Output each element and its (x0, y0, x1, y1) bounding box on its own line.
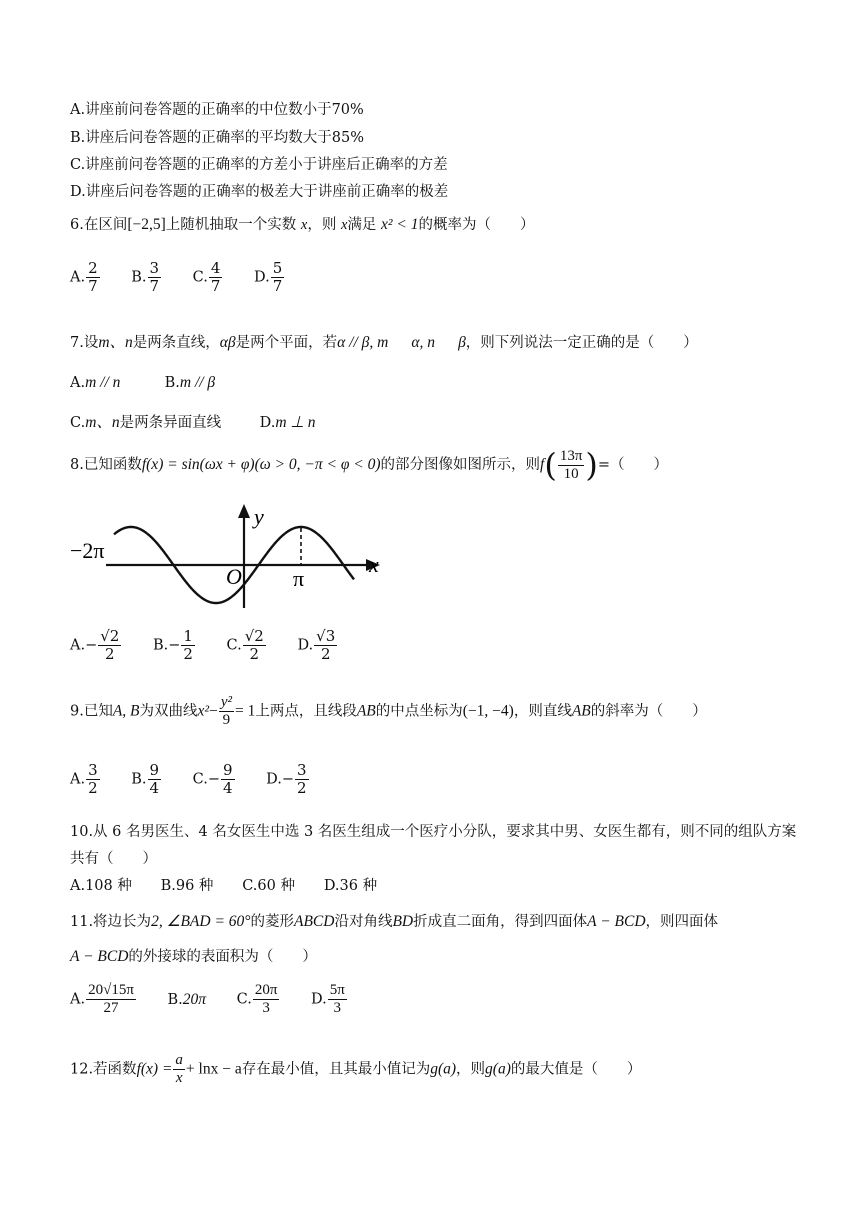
q8-options (70, 628, 364, 663)
q6-options (70, 260, 311, 295)
q11-option-a: A. $\frac{20√15\pi}{27}$ (70, 982, 134, 1016)
q6-condition: x² < 1 (381, 216, 419, 233)
q8-option-a: A.− $\frac{√2}{2}$ (70, 627, 120, 663)
q8-stem: 8.已知函数f(x) = sin(ωx + φ)(ω > 0, −π < φ < 0)的部分图像如图所示，则f( $\frac{13\pi}{10}$ )=（ ） (70, 446, 669, 484)
q5-option-d: D.讲座后问卷答题的正确率的极差大于讲座前正确率的极差 (70, 184, 449, 200)
q10-options (70, 874, 377, 895)
q10-option-d: D.36 种 (323, 878, 378, 894)
q11-option-d: D. $\frac{5\pi}{3}$ (311, 982, 345, 1016)
q6-option-a: A. $\frac{2}{7}$ (70, 259, 98, 295)
q10-option-b: B.96 种 (160, 878, 214, 894)
q7-options-ab (70, 374, 215, 392)
q7-stem: 7.设m、n是两条直线，αβ是两个平面，若α // β, m α, n β，则下列说法一定正确的是（ ） (70, 334, 698, 351)
q9-option-b: B. $\frac{9}{4}$ (131, 761, 160, 797)
q8-function: f(x) = sin(ωx + φ)(ω > 0, −π < φ < 0) (141, 456, 381, 473)
q7-option-d: D.m ⊥ n (259, 414, 316, 431)
q6-option-b: B. $\frac{3}{7}$ (131, 259, 160, 295)
q11-stem-line2: A − BCD的外接球的表面积为（ ） (70, 948, 317, 965)
neg-2pi-label: −2π (70, 538, 105, 563)
q10-option-a: A.108 种 (70, 878, 132, 894)
x-axis-label: x (369, 552, 379, 577)
q10-stem-line1: 10.从 6 名男医生、4 名女医生中选 3 名医生组成一个医疗小分队，要求其中男、女医生都有，则不同的组队方案 (70, 824, 797, 840)
q7-option-c: C.m、n是两条异面直线 (70, 414, 222, 431)
q6-stem: 6.在区间[−2,5]上随机抽取一个实数 x，则 x满足 x² < 1的概率为（ ） (70, 216, 535, 233)
q5-option-b: B.讲座后问卷答题的正确率的平均数大于85% (70, 130, 364, 146)
q7-option-a: A.m // n (70, 374, 121, 391)
q9-options (70, 762, 336, 797)
q9-stem: 9.已知A, B为双曲线x²− $\frac{\text{y²}}{9}$ = 1上两点，且线段AB的中点坐标为(−1, −4)，则直线AB的斜率为（ ） (70, 694, 707, 728)
origin-label: O (226, 564, 242, 589)
q8-option-b: B.− $\frac{1}{2}$ (152, 627, 193, 663)
q8-sine-graph (66, 500, 396, 610)
q11-stem-line1: 11.将边长为2, ∠BAD = 60°的菱形ABCD沿对角线BD折成直二面角，得到四面体A − BCD，则四面体 (70, 913, 719, 930)
q11-option-b: B.20π (167, 990, 207, 1008)
q9-option-a: A. $\frac{3}{2}$ (70, 761, 98, 797)
q5-option-a: A.讲座前问卷答题的正确率的中位数小于70% (70, 102, 364, 118)
y-axis-label: y (254, 504, 264, 529)
q11-options (70, 982, 348, 1017)
q8-option-c: C. $\frac{√2}{2}$ (226, 627, 264, 663)
q9-option-c: C.− $\frac{9}{4}$ (192, 761, 233, 797)
pi-label: π (293, 566, 305, 591)
q12-stem: 12.若函数f(x) = $\frac{a}{x}$ + lnx − a存在最小值，且其最小值记为g(a)，则g(a)的最大值是（ ） (70, 1052, 642, 1086)
q10-option-c: C.60 种 (242, 878, 295, 894)
q5-option-c: C.讲座前问卷答题的正确率的方差小于讲座后正确率的方差 (70, 157, 448, 173)
q6-option-c: C. $\frac{4}{7}$ (192, 259, 221, 295)
q11-option-c: C. $\frac{20\pi}{3}$ (236, 982, 278, 1016)
q7-options-cd (70, 410, 316, 432)
q6-interval: [−2,5] (127, 216, 166, 233)
q6-option-d: D. $\frac{5}{7}$ (254, 259, 283, 295)
q10-stem-line2: 共有（ ） (70, 851, 157, 867)
q8-option-d: D. $\frac{√3}{2}$ (297, 627, 336, 663)
q7-option-b: B.m // β (164, 374, 216, 391)
q9-option-d: D.− $\frac{3}{2}$ (266, 761, 307, 797)
